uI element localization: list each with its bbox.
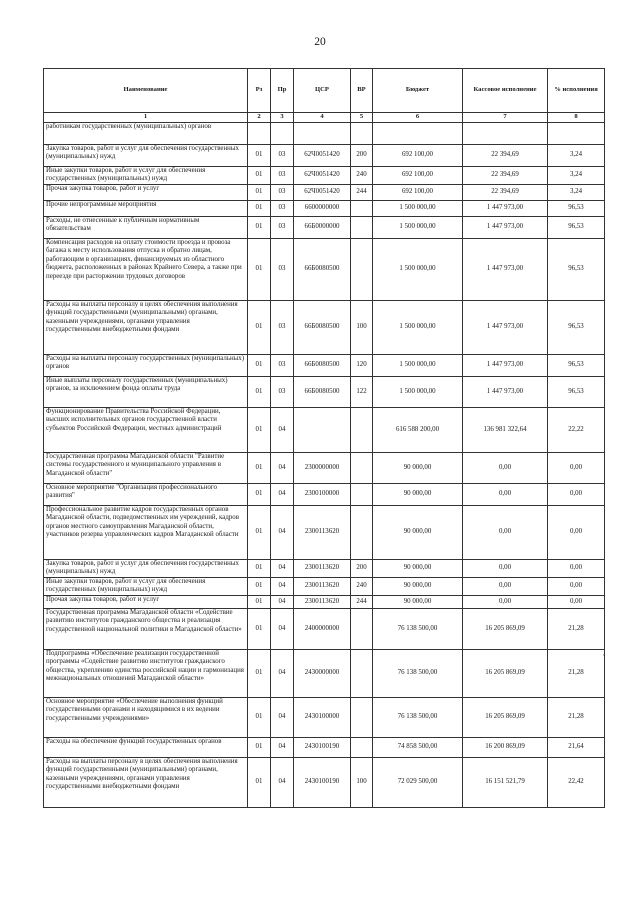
row-pr: 04 — [271, 758, 294, 808]
row-name: Основное мероприятие «Обеспечение выполнения функций государственными органами и находящимися в их ведении государственными учреждениями» — [44, 698, 248, 738]
row-rz: 01 — [248, 201, 271, 217]
row-csr: 66Б0080500 — [294, 301, 351, 355]
row-pr: 04 — [271, 506, 294, 560]
row-vr — [351, 239, 373, 301]
table-row — [44, 377, 605, 408]
row-pr: 04 — [271, 578, 294, 596]
row-csr — [294, 408, 351, 453]
row-budget: 692 100,00 — [373, 167, 463, 185]
row-pr: 03 — [271, 217, 294, 239]
row-rz: 01 — [248, 578, 271, 596]
row-percent: 96,53 — [548, 201, 605, 217]
row-name: Функционирование Правительства Российской Федерации, высших исполнительных органов государственной власти субъектов Российской Федерации, местных администраций — [44, 408, 248, 453]
row-kassa: 1 447 973,00 — [463, 239, 548, 301]
table-row — [44, 738, 605, 758]
row-percent: 3,24 — [548, 167, 605, 185]
header-csr: ЦСР — [294, 69, 351, 113]
row-vr — [351, 408, 373, 453]
row-kassa: 16 151 521,79 — [463, 758, 548, 808]
row-vr: 240 — [351, 167, 373, 185]
row-kassa: 0,00 — [463, 453, 548, 484]
row-name: Компенсация расходов на оплату стоимости проезда и провоза багажа к месту использования отпуска и обратно лицам, работающим в организациях, финансируемых из областного бюджета, расположенных в районах Крайнего Севера, а также при переезде при расторжении трудовых договоров — [44, 239, 248, 301]
column-index: 6 — [373, 113, 463, 123]
row-kassa: 0,00 — [463, 560, 548, 578]
row-budget: 1 500 000,00 — [373, 301, 463, 355]
row-percent: 96,53 — [548, 217, 605, 239]
table-row — [44, 560, 605, 578]
row-pr: 04 — [271, 609, 294, 650]
row-percent: 3,24 — [548, 145, 605, 167]
row-name: работникам государственных (муниципальных) органов — [44, 123, 248, 145]
row-pr: 04 — [271, 560, 294, 578]
row-vr: 200 — [351, 145, 373, 167]
row-rz: 01 — [248, 506, 271, 560]
row-pr: 04 — [271, 738, 294, 758]
row-pr — [271, 123, 294, 145]
row-budget: 76 138 500,00 — [373, 609, 463, 650]
row-pr: 03 — [271, 301, 294, 355]
row-csr: 62Ч0051420 — [294, 185, 351, 201]
row-kassa: 16 205 869,09 — [463, 609, 548, 650]
row-vr — [351, 609, 373, 650]
row-percent: 0,00 — [548, 484, 605, 506]
column-index: 3 — [271, 113, 294, 123]
row-vr — [351, 698, 373, 738]
row-kassa: 0,00 — [463, 596, 548, 609]
row-budget: 74 858 500,00 — [373, 738, 463, 758]
row-percent: 21,28 — [548, 650, 605, 698]
row-kassa: 22 394,69 — [463, 145, 548, 167]
row-vr — [351, 738, 373, 758]
row-pr: 03 — [271, 145, 294, 167]
row-kassa: 16 205 869,09 — [463, 698, 548, 738]
row-budget: 90 000,00 — [373, 484, 463, 506]
row-percent: 21,28 — [548, 698, 605, 738]
row-pr: 03 — [271, 167, 294, 185]
row-csr: 2300113620 — [294, 506, 351, 560]
column-index: 5 — [351, 113, 373, 123]
page-number: 20 — [314, 36, 326, 48]
row-name: Расходы на выплаты персоналу в целях обеспечения выполнения функций государственными (муниципальными) органами, казенными учреждениями, органами управления государственными внебюджетными фондами — [44, 758, 248, 808]
row-csr: 6600000000 — [294, 201, 351, 217]
row-pr: 04 — [271, 484, 294, 506]
row-budget: 1 500 000,00 — [373, 217, 463, 239]
row-percent: 0,00 — [548, 560, 605, 578]
row-name: Закупка товаров, работ и услуг для обеспечения государственных (муниципальных) нужд — [44, 560, 248, 578]
row-percent: 3,24 — [548, 185, 605, 201]
row-name: Расходы, не отнесенные к публичным нормативным обязательствам — [44, 217, 248, 239]
row-pr: 03 — [271, 239, 294, 301]
row-name: Государственная программа Магаданской области «Содействие развитию институтов гражданского общества и реализация государственной национальной политики в Магаданской области» — [44, 609, 248, 650]
table-row — [44, 596, 605, 609]
row-rz: 01 — [248, 650, 271, 698]
row-budget: 90 000,00 — [373, 560, 463, 578]
table-row — [44, 123, 605, 145]
row-pr: 04 — [271, 650, 294, 698]
row-percent: 0,00 — [548, 596, 605, 609]
row-rz: 01 — [248, 560, 271, 578]
row-percent: 0,00 — [548, 578, 605, 596]
budget-execution-table — [43, 68, 605, 808]
table-header-row — [44, 69, 605, 113]
row-csr: 2300100000 — [294, 484, 351, 506]
row-rz: 01 — [248, 377, 271, 408]
row-kassa: 0,00 — [463, 578, 548, 596]
row-percent: 96,53 — [548, 301, 605, 355]
row-kassa: 1 447 973,00 — [463, 217, 548, 239]
header-pr: Пр — [271, 69, 294, 113]
row-percent — [548, 123, 605, 145]
row-kassa: 1 447 973,00 — [463, 301, 548, 355]
table-row — [44, 453, 605, 484]
row-percent: 96,53 — [548, 355, 605, 377]
row-budget: 616 588 200,00 — [373, 408, 463, 453]
table-row — [44, 506, 605, 560]
row-rz: 01 — [248, 217, 271, 239]
row-vr — [351, 123, 373, 145]
row-rz: 01 — [248, 484, 271, 506]
row-name: Профессиональное развитие кадров государственных органов Магаданской области, подведомственных им учреждений, кадров органов местного самоуправления Магаданской области, участников резерва управленческих кадров Магаданской области — [44, 506, 248, 560]
row-vr — [351, 201, 373, 217]
row-kassa — [463, 123, 548, 145]
header-name: Наименование — [44, 69, 248, 113]
row-name: Прочие непрограммные мероприятия — [44, 201, 248, 217]
row-vr: 200 — [351, 560, 373, 578]
row-vr: 244 — [351, 185, 373, 201]
row-rz: 01 — [248, 738, 271, 758]
row-rz: 01 — [248, 239, 271, 301]
row-percent: 22,42 — [548, 758, 605, 808]
header-kassa: Кассовое исполнение — [463, 69, 548, 113]
row-rz: 01 — [248, 698, 271, 738]
row-budget: 90 000,00 — [373, 506, 463, 560]
row-csr: 66Б0080500 — [294, 377, 351, 408]
row-csr: 2300000000 — [294, 453, 351, 484]
column-index: 1 — [44, 113, 248, 123]
row-rz — [248, 123, 271, 145]
row-kassa: 1 447 973,00 — [463, 201, 548, 217]
row-csr: 62Ч0051420 — [294, 145, 351, 167]
table-row — [44, 217, 605, 239]
row-pr: 04 — [271, 408, 294, 453]
row-rz: 01 — [248, 596, 271, 609]
row-vr — [351, 506, 373, 560]
row-csr: 2430100190 — [294, 758, 351, 808]
table-row — [44, 408, 605, 453]
row-budget: 72 029 500,00 — [373, 758, 463, 808]
row-vr: 122 — [351, 377, 373, 408]
table-row — [44, 650, 605, 698]
row-budget: 90 000,00 — [373, 578, 463, 596]
header-rz: Рз — [248, 69, 271, 113]
row-rz: 01 — [248, 355, 271, 377]
row-percent: 21,28 — [548, 609, 605, 650]
row-kassa: 22 394,69 — [463, 185, 548, 201]
table-row — [44, 698, 605, 738]
row-kassa: 0,00 — [463, 506, 548, 560]
row-budget: 90 000,00 — [373, 453, 463, 484]
row-name: Расходы на выплаты персоналу государственных (муниципальных) органов — [44, 355, 248, 377]
row-pr: 04 — [271, 698, 294, 738]
column-index: 2 — [248, 113, 271, 123]
row-pr: 03 — [271, 377, 294, 408]
row-csr — [294, 123, 351, 145]
header-percent: % исполнения — [548, 69, 605, 113]
row-pr: 03 — [271, 355, 294, 377]
row-percent: 96,53 — [548, 377, 605, 408]
row-rz: 01 — [248, 453, 271, 484]
row-rz: 01 — [248, 408, 271, 453]
row-vr: 244 — [351, 596, 373, 609]
row-name: Прочая закупка товаров, работ и услуг — [44, 185, 248, 201]
row-pr: 03 — [271, 201, 294, 217]
row-kassa: 1 447 973,00 — [463, 355, 548, 377]
row-vr: 100 — [351, 758, 373, 808]
row-kassa: 16 205 869,09 — [463, 650, 548, 698]
row-budget — [373, 123, 463, 145]
row-kassa: 136 981 322,64 — [463, 408, 548, 453]
table-row — [44, 185, 605, 201]
row-name: Иные закупки товаров, работ и услуг для обеспечения государственных (муниципальных) нужд — [44, 167, 248, 185]
row-csr: 2430100000 — [294, 698, 351, 738]
row-rz: 01 — [248, 145, 271, 167]
row-csr: 2430000000 — [294, 650, 351, 698]
row-name: Государственная программа Магаданской области "Развитие системы государственного и муниципального управления в Магаданской области" — [44, 453, 248, 484]
table-body — [44, 123, 605, 808]
row-vr: 120 — [351, 355, 373, 377]
row-csr: 2300113620 — [294, 560, 351, 578]
row-budget: 76 138 500,00 — [373, 650, 463, 698]
table-row — [44, 609, 605, 650]
row-vr — [351, 217, 373, 239]
row-pr: 04 — [271, 453, 294, 484]
row-kassa: 16 200 869,09 — [463, 738, 548, 758]
table-row — [44, 484, 605, 506]
table-row — [44, 758, 605, 808]
row-rz: 01 — [248, 185, 271, 201]
row-vr — [351, 453, 373, 484]
row-name: Основное мероприятие "Организация профессионального развития" — [44, 484, 248, 506]
row-pr: 03 — [271, 185, 294, 201]
row-kassa: 22 394,69 — [463, 167, 548, 185]
margin-mark: · — [602, 650, 605, 660]
row-csr: 66Б0080500 — [294, 239, 351, 301]
row-name: Подпрограмма «Обеспечение реализации государственной программы «Содействие развитию институтов гражданского общества, укреплению единства российской нации и гармонизация межнациональных отношений Магаданской области» — [44, 650, 248, 698]
row-rz: 01 — [248, 167, 271, 185]
table-row — [44, 578, 605, 596]
row-csr: 62Ч0051420 — [294, 167, 351, 185]
row-csr: 66Б0000000 — [294, 217, 351, 239]
row-name: Закупка товаров, работ и услуг для обеспечения государственных (муниципальных) нужд — [44, 145, 248, 167]
row-vr — [351, 650, 373, 698]
column-index: 7 — [463, 113, 548, 123]
row-kassa: 0,00 — [463, 484, 548, 506]
row-name: Иные выплаты персоналу государственных (муниципальных) органов, за исключением фонда оплаты труда — [44, 377, 248, 408]
row-percent: 96,53 — [548, 239, 605, 301]
row-csr: 66Б0080500 — [294, 355, 351, 377]
row-budget: 1 500 000,00 — [373, 239, 463, 301]
row-kassa: 1 447 973,00 — [463, 377, 548, 408]
row-percent: 0,00 — [548, 453, 605, 484]
header-budget: Бюджет — [373, 69, 463, 113]
row-name: Иные закупки товаров, работ и услуг для обеспечения государственных (муниципальных) нужд — [44, 578, 248, 596]
row-budget: 90 000,00 — [373, 596, 463, 609]
column-index: 8 — [548, 113, 605, 123]
row-csr: 2300113620 — [294, 596, 351, 609]
row-percent: 22,22 — [548, 408, 605, 453]
row-csr: 2430100190 — [294, 738, 351, 758]
table-row — [44, 355, 605, 377]
row-vr — [351, 484, 373, 506]
row-vr: 100 — [351, 301, 373, 355]
row-rz: 01 — [248, 758, 271, 808]
row-budget: 76 138 500,00 — [373, 698, 463, 738]
table-row — [44, 145, 605, 167]
column-index-row — [44, 113, 605, 123]
row-percent: 0,00 — [548, 506, 605, 560]
row-rz: 01 — [248, 609, 271, 650]
row-budget: 1 500 000,00 — [373, 377, 463, 408]
row-budget: 692 100,00 — [373, 145, 463, 167]
row-budget: 1 500 000,00 — [373, 201, 463, 217]
row-vr: 240 — [351, 578, 373, 596]
row-pr: 04 — [271, 596, 294, 609]
table-row — [44, 201, 605, 217]
row-percent: 21,64 — [548, 738, 605, 758]
table-row — [44, 239, 605, 301]
row-budget: 692 100,00 — [373, 185, 463, 201]
table-row — [44, 301, 605, 355]
row-name: Расходы на выплаты персоналу в целях обеспечения выполнения функций государственными (муниципальными) органами, казенными учреждениями, органами управления государственными внебюджетными фондами — [44, 301, 248, 355]
table-row — [44, 167, 605, 185]
row-name: Расходы на обеспечение функций государственных органов — [44, 738, 248, 758]
row-csr: 2300113620 — [294, 578, 351, 596]
row-budget: 1 500 000,00 — [373, 355, 463, 377]
row-name: Прочая закупка товаров, работ и услуг — [44, 596, 248, 609]
header-vr: ВР — [351, 69, 373, 113]
row-rz: 01 — [248, 301, 271, 355]
column-index: 4 — [294, 113, 351, 123]
row-csr: 2400000000 — [294, 609, 351, 650]
